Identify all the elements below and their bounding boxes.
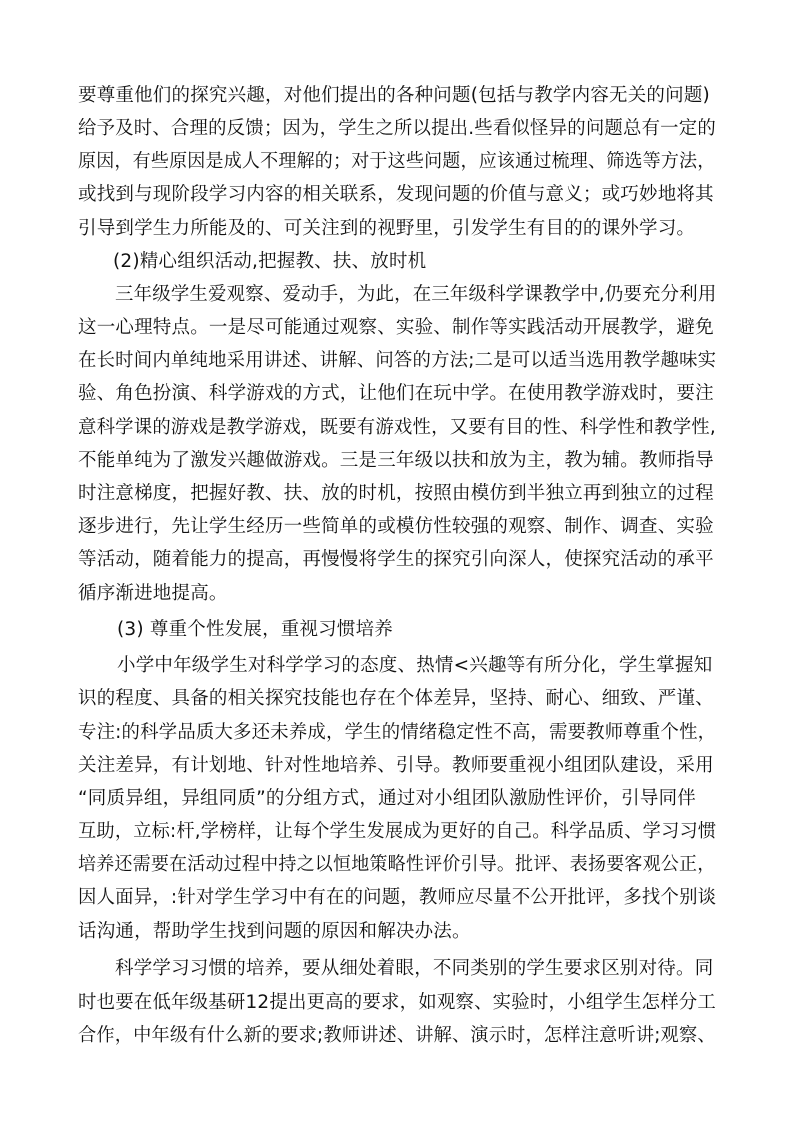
text-line: 小学中年级学生对科学学习的态度、热情<兴趣等有所分化，学生掌握知 xyxy=(117,655,713,676)
section-heading: (3) 尊重个性发展，重视习惯培养 xyxy=(117,619,393,640)
text-line: 关注差异，有计划地、针对性地培养、引导。教师要重视小组团队建设，采用 xyxy=(78,755,714,776)
text-line: “同质异组，异组同质”的分组方式，通过对小组团队激励性评价，引导同伴 xyxy=(78,788,696,809)
text-line: 原因，有些原因是成人不理解的；对于这些问题，应该通过梳理、筛选等方法， xyxy=(78,151,716,172)
text-line: 专注:的科学品质大多还未养成，学生的情绪稳定性不高，需要教师尊重个性， xyxy=(78,722,717,743)
text-line: 科学学习习惯的培养，要从细处着眼，不同类别的学生要求区别对待。同 xyxy=(115,958,714,979)
text-line: 培养还需要在活动过程中持之以恒地策略性评价引导。批评、表扬要客观公正， xyxy=(78,854,716,875)
text-line: 等活动，随着能力的提高，再慢慢将学生的探究引向深人，使探究活动的承平 xyxy=(78,549,714,570)
text-line: 识的程度、具备的相关探究技能也存在个体差异，坚持、耐心、细致、严谨、 xyxy=(78,688,714,709)
text-line: 三年级学生爱观察、爱动手，为此，在三年级科学课教学中,仍要充分利用 xyxy=(115,284,717,305)
text-line: 时注意梯度，把握好教、扶、放的时机，按照由模仿到半独立再到独立的过程 xyxy=(78,483,714,504)
text-line: 逐步进行，先让学生经历一些简单的或模仿性较强的观察、制作、调查、实验 xyxy=(78,516,714,537)
text-line: 给予及时、合理的反馈；因为，学生之所以提出.些看似怪异的问题总有一定的 xyxy=(78,118,716,139)
text-line: 不能单纯为了激发兴趣做游戏。三是三年级以扶和放为主，教为辅。教师指导 xyxy=(78,450,714,471)
text-line: 这一心理特点。一是尽可能通过观察、实验、制作等实践活动开展教学，避免 xyxy=(78,317,714,338)
text-line: 话沟通，帮助学生找到问题的原因和解决办法。 xyxy=(78,921,471,942)
text-line: 引导到学生力所能及的、可关注到的视野里，引发学生有目的的课外学习。 xyxy=(78,218,696,239)
text-line: 循序渐进地提高。 xyxy=(78,583,228,604)
text-line: 合作，中年级有什么新的要求;教师讲述、讲解、演示时，怎样注意听讲;观察、 xyxy=(78,1025,716,1046)
text-line: 因人面异，:针对学生学习中有在的问题，教师应尽量不公开批评，多找个别谈 xyxy=(78,887,717,908)
text-line: 验、角色扮演、科学游戏的方式，让他们在玩中学。在使用教学游戏时，要注 xyxy=(78,383,714,404)
text-line: 或找到与现阶段学习内容的相关联系，发现问题的价值与意义；或巧妙地将其 xyxy=(78,184,714,205)
section-heading: (2)精心组织活动,把握教、扶、放时机 xyxy=(113,251,427,272)
text-line: 在长时间内单纯地采用讲述、讲解、问答的方法;二是可以适当选用教学趣味实 xyxy=(78,350,717,371)
text-line: 互助，立标:杆,学榜样，让每个学生发展成为更好的自己。科学品质、学习习惯 xyxy=(78,821,717,842)
text-line: 要尊重他们的探究兴趣，对他们提出的各种问题(包括与教学内容无关的问题) xyxy=(78,85,710,106)
text-line: 时也要在低年级基研12提出更高的要求，如观察、实验时，小组学生怎样分工 xyxy=(78,992,717,1013)
text-line: 意科学课的游戏是教学游戏，既要有游戏性，又要有目的性、科学性和教学性, xyxy=(78,417,716,438)
